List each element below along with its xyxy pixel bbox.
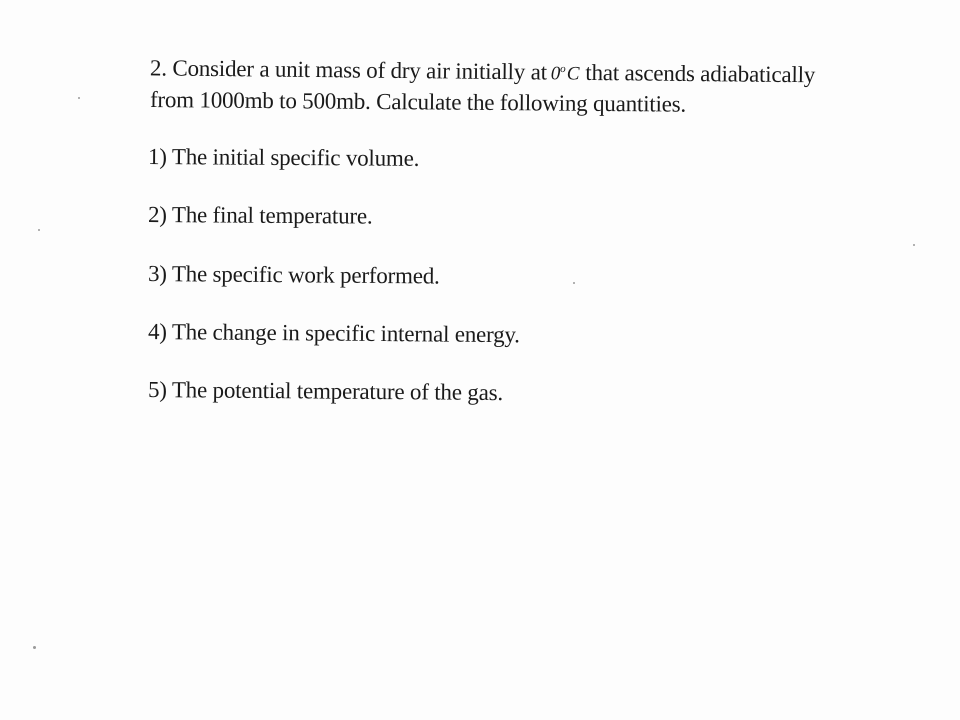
scan-speck [573,282,575,284]
initial-temperature: 0$^o$ C [550,63,580,85]
scan-speck [913,244,915,246]
problem-line-1-tail: that ascends adiabatically [585,59,816,88]
scan-speck [38,229,40,231]
problem-line-1-text: 2. Consider a unit mass of dry air initially at [149,55,547,85]
problem-statement [149,50,850,118]
question-item-5: 5) The potential temperature of the gas. [147,377,504,406]
question-item-4: 4) The change in specific internal energy. [147,319,520,348]
question-item-3: 3) The specific work performed. [147,261,440,289]
problem-line-2: from 1000mb to 500mb. Calculate the following quantities. [149,87,687,118]
scan-speck [33,646,36,649]
question-item-1: 1) The initial specific volume. [147,144,420,171]
scan-speck [78,97,80,99]
question-item-2: 2) The final temperature. [147,202,373,229]
